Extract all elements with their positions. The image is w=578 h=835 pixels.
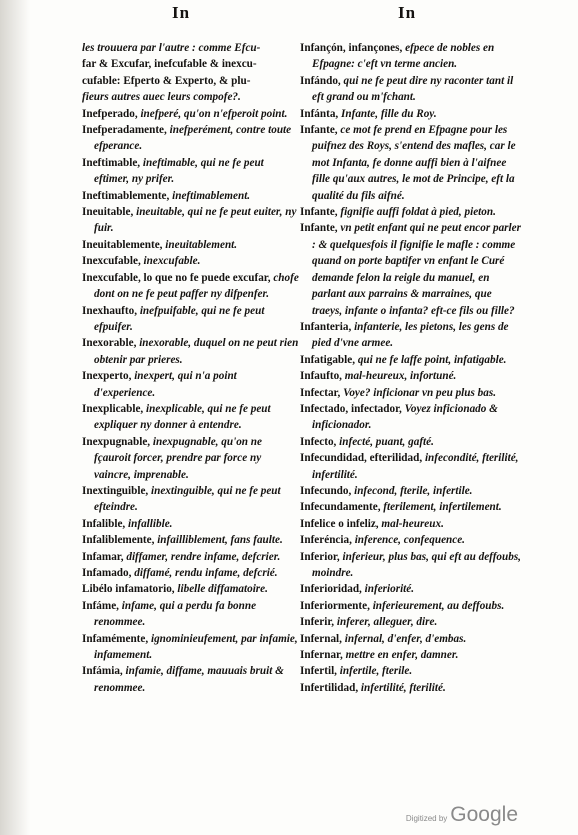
entry-headword: Infecundidad, efterilidad, (300, 452, 423, 465)
entry-headword: Inferioridad, (300, 583, 362, 596)
entry-headword: Ineftimable, (82, 156, 141, 169)
entry-definition: mal-heureux, infortuné. (344, 370, 457, 383)
entry-definition: inference, confequence. (354, 534, 465, 547)
entry-definition: inexpugnable, qu'on ne fçauroit forcer, prendre par force ny vaincre, imprenable. (94, 435, 262, 481)
dictionary-entry (300, 204, 524, 220)
dictionary-entry (300, 40, 524, 73)
entry-definition: inferieurement, au deffoubs. (372, 599, 505, 612)
dictionary-entry (300, 581, 524, 597)
dictionary-entry (82, 56, 300, 72)
entry-headword: Ineuitablemente, (82, 238, 163, 251)
entry-definition: ineuitablement. (165, 238, 238, 251)
dictionary-entry (300, 319, 524, 352)
entry-headword: Inexcufable, (82, 255, 141, 268)
entry-definition: ineftimablement. (172, 189, 251, 202)
entry-headword: Inextinguible, (82, 484, 149, 497)
entry-headword: Inexplicable, (82, 402, 144, 415)
dictionary-entry (300, 220, 524, 318)
entry-headword: Infamémente, (82, 632, 149, 645)
binding-shadow (0, 0, 30, 835)
entry-headword: Infaliblemente, (82, 534, 155, 547)
entry-definition: infanterie, les pietons, les gens de pied d'vne armee. (312, 320, 509, 350)
entry-definition: infecond, fterile, infertile. (354, 484, 473, 497)
entry-headword: Infecundamente, (300, 501, 381, 514)
entry-headword: Infánta, (300, 107, 339, 120)
entry-definition: inefperément, contre toute efperance. (94, 124, 292, 153)
entry-headword: Inexperto, (82, 370, 132, 383)
entry-headword: Infecto, (300, 435, 337, 448)
dictionary-entry (300, 73, 524, 106)
entry-headword: Ineuitable, (82, 206, 134, 219)
entry-headword: Inferir, (300, 616, 335, 629)
entry-definition: infamie, diffame, mauuais bruit & renommee. (94, 665, 284, 694)
entry-headword: Inexhaufto, (82, 304, 138, 317)
entry-headword: Infernal, (300, 632, 342, 645)
entry-definition: qui ne fe peut dire ny raconter tant il eft grand ou m'fchant. (312, 74, 514, 104)
dictionary-entry (82, 155, 300, 188)
dictionary-entry (82, 204, 300, 237)
dictionary-entry (82, 122, 300, 155)
dictionary-entry (300, 450, 524, 483)
entry-definition: Voyez inficionado & inficionador. (312, 402, 498, 432)
entry-headword: Infante, (300, 124, 338, 137)
entry-definition: fieurs autres auec leurs compofe?. (82, 91, 241, 104)
entry-definition: Voye? inficionar vn peu plus bas. (343, 386, 497, 399)
dictionary-entry (82, 368, 300, 401)
entry-headword: Infamado, (82, 567, 132, 579)
entry-definition: inefpuifable, qui ne fe peut efpuifer. (94, 304, 265, 333)
entry-definition: infame, qui a perdu fa bonne renommee. (94, 599, 257, 629)
entry-definition: mettre en enfer, damner. (345, 649, 459, 662)
entry-definition: inferiorité. (364, 583, 415, 596)
dictionary-entry (82, 516, 300, 532)
watermark-prefix: Digitized by (405, 814, 448, 823)
dictionary-entry (82, 253, 300, 269)
dictionary-entry (300, 598, 524, 614)
dictionary-entry (82, 188, 300, 204)
dictionary-entry (82, 303, 300, 336)
dictionary-entry (82, 237, 300, 253)
entry-definition: inexorable, duquel on ne peut rien obtenir par prieres. (94, 337, 299, 366)
entry-definition: libelle diffamatoire. (177, 583, 268, 596)
dictionary-entry (300, 549, 524, 582)
entry-definition: ignominieufement, par infamie, infamement. (94, 632, 298, 662)
entry-headword: Inexorable, (82, 337, 137, 350)
dictionary-entry (300, 680, 524, 696)
dictionary-entry (82, 89, 300, 105)
entry-headword: Infecundo, (300, 484, 352, 497)
right-column (300, 40, 524, 696)
entry-definition: infernal, d'enfer, d'embas. (344, 632, 467, 645)
entry-definition: diffamé, rendu infame, defcrié. (134, 567, 278, 579)
entry-headword: Infançón, infançones, (300, 42, 403, 54)
entry-definition: inextinguible, qui ne fe peut efteindre. (94, 484, 281, 514)
dictionary-entry (82, 483, 300, 516)
dictionary-entry (300, 499, 524, 515)
entry-headword: Infectar, (300, 386, 341, 399)
dictionary-entry (300, 368, 524, 384)
dictionary-entry (300, 434, 524, 450)
dictionary-entry (82, 598, 300, 631)
dictionary-entry (82, 549, 300, 565)
entry-headword: far & Excufar, inefcufable & inexcu- (82, 58, 257, 71)
entry-headword: Infante, (300, 222, 338, 235)
dictionary-entry (300, 532, 524, 548)
entry-definition: ineftimable, qui ne fe peut eftimer, ny prifer. (94, 156, 264, 186)
running-head-right: In (398, 3, 417, 22)
dictionary-entry (82, 532, 300, 548)
dictionary-entry (82, 401, 300, 434)
entry-headword: Inexpugnable, (82, 435, 151, 448)
entry-headword: Ineftimablemente, (82, 189, 170, 202)
entry-definition: efpece de nobles en Efpagne: c'eft vn terme ancien. (312, 42, 495, 71)
dictionary-entry (300, 483, 524, 499)
entry-definition: inexplicable, qui ne fe peut expliquer ny donner à entendre. (94, 402, 271, 432)
entry-definition: infecté, puant, gafté. (339, 435, 434, 448)
entry-definition: inexcufable. (143, 255, 201, 268)
dictionary-entry (300, 614, 524, 630)
dictionary-entry (300, 401, 524, 434)
entry-headword: Infámia, (82, 665, 123, 678)
dictionary-entry (300, 352, 524, 368)
entry-headword: Infamar, (82, 550, 124, 563)
entry-definition: vn petit enfant qui ne peut encor parler : & quelquesfois il fignifie le mafle : comme quand on porte baptifer vn enfant le Curé demande felon la reigle du manuel, en parlant aux parrains & marraines, que traeys, infante o infanta? eft-ce fils ou fille? (312, 222, 521, 317)
entry-definition: diffamer, rendre infame, defcrier. (126, 550, 281, 563)
entry-definition: infallible. (128, 517, 173, 530)
entry-definition: Infante, fille du Roy. (341, 107, 437, 120)
dictionary-entry (300, 647, 524, 663)
running-head-left: In (172, 3, 191, 22)
dictionary-entry (300, 663, 524, 679)
entry-headword: Infectado, infectador, (300, 402, 402, 415)
dictionary-entry (82, 434, 300, 483)
entry-definition: fterilement, infertilement. (383, 501, 502, 514)
google-watermark (406, 803, 518, 827)
entry-headword: Infelice o infeliz, (300, 517, 379, 530)
entry-definition: qui ne fe laffe point, infatigable. (357, 353, 507, 366)
entry-headword: Inferéncia, (300, 534, 352, 547)
dictionary-entry (82, 581, 300, 597)
entry-headword: Infante, (300, 206, 338, 219)
entry-headword: Infertil, (300, 665, 337, 678)
dictionary-entry (82, 335, 300, 368)
entry-headword: Infaufto, (300, 370, 342, 383)
dictionary-entry (82, 565, 300, 581)
dictionary-entry (300, 516, 524, 532)
entry-definition: inferer, alleguer, dire. (336, 616, 438, 629)
entry-headword: Infertilidad, (300, 681, 359, 694)
entry-headword: Infáme, (82, 599, 119, 612)
entry-definition: chofe dont on ne fe peut paffer ny difpenfer. (94, 271, 299, 301)
entry-headword: Inferior, (300, 550, 340, 563)
entry-headword: Infatigable, (300, 353, 356, 366)
dictionary-entry (82, 270, 300, 303)
dictionary-entry (300, 385, 524, 401)
entry-headword: Inferiormente, (300, 599, 370, 612)
entry-headword: Infernar, (300, 649, 343, 662)
entry-definition: inferieur, plus bas, qui eft au deffoubs, moindre. (312, 550, 521, 579)
entry-definition: ineuitable, qui ne fe peut euiter, ny fuir. (94, 206, 297, 235)
entry-definition: infailliblement, fans faulte. (157, 534, 283, 547)
dictionary-entry (82, 631, 300, 664)
entry-definition: inexpert, qui n'a point d'experience. (94, 370, 237, 399)
dictionary-entry (82, 106, 300, 122)
dictionary-entry (82, 73, 300, 89)
entry-headword: Inexcufable, lo que no fe puede excufar, (82, 271, 271, 284)
entry-headword: cufable: Efperto & Experto, & plu- (82, 74, 251, 87)
entry-definition: infertilité, fterilité. (360, 681, 446, 694)
dictionary-entry (300, 122, 524, 204)
entry-definition: infecondité, fterilité, infertilité. (312, 452, 519, 481)
entry-headword: Infándo, (300, 74, 341, 87)
dictionary-entry (82, 663, 300, 696)
entry-definition: les trouuera par l'autre : comme Efcu- (82, 42, 261, 54)
entry-definition: infertile, fterile. (339, 665, 413, 678)
dictionary-entry (82, 40, 300, 56)
dictionary-entry (300, 106, 524, 122)
dictionary-entry (300, 631, 524, 647)
entry-headword: Libélo infamatorio, (82, 583, 175, 596)
watermark-logo: Google (450, 803, 518, 826)
entry-headword: Infanteria, (300, 320, 352, 333)
entry-headword: Inefperadamente, (82, 124, 167, 137)
entry-definition: fignifie auffi foldat à pied, pieton. (340, 206, 496, 219)
entry-definition: mal-heureux. (381, 517, 444, 530)
left-column (82, 40, 300, 696)
entry-definition: ce mot fe prend en Efpagne pour les puifnez des Roys, s'entend des mafles, car le mot Infanta, fe donne auffi bien à l'aifnee fille qu'aux autres, le mot de Principe, eft la qualité du fils aifné. (312, 124, 516, 202)
entry-headword: Inefperado, (82, 107, 138, 120)
entry-headword: Infalible, (82, 517, 126, 530)
entry-definition: inefperé, qu'on n'efperoit point. (140, 107, 288, 120)
